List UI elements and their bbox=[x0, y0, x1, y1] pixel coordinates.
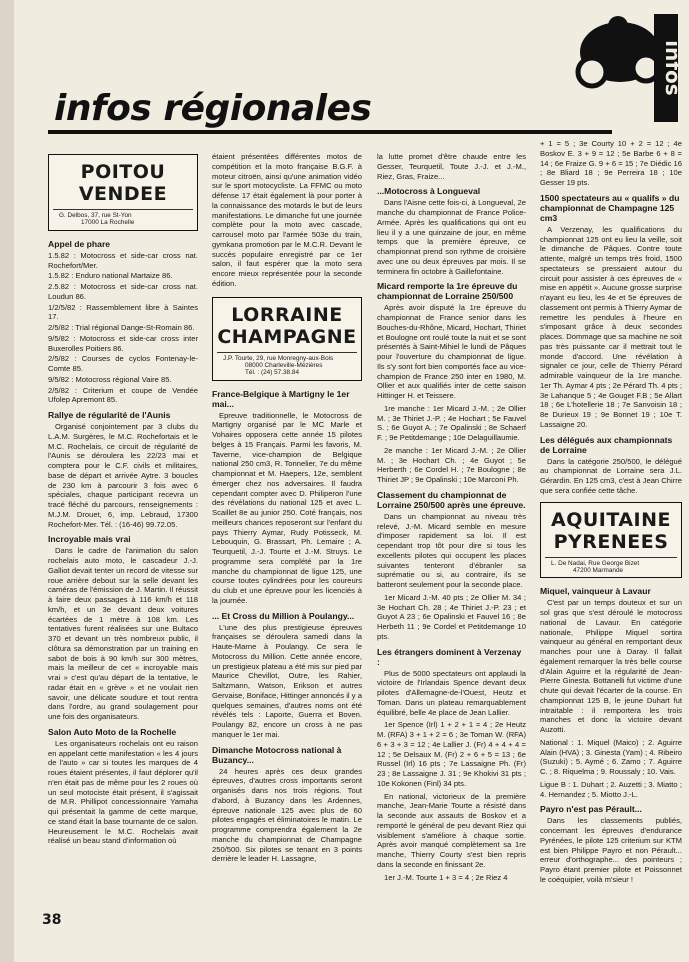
heading-delegues: Les délégués aux championnats de Lorraine bbox=[540, 434, 673, 455]
logo-text: infos bbox=[661, 40, 685, 96]
heading-rallye: Rallye de régularité de l'Aunis bbox=[48, 410, 171, 421]
paragraph: C'est par un temps douteux et sur un sol gras que s'est déroulé le motocross national de Lavaur. En catégorie nationale, Philippe Miquel sortira vainqueur au général en remportant deux manches pour une à Daray. Il fallait également remarquer la très belle course d'Alain Aguirre et la régularité de Jean-Pierre Ginesta. Bottanelli fut victime d'une chute qui devait l'écarter de la course. En championnat 125 B, le jeune Duhart fut intraitable : il remportera les trois manches et donc la victoire devant Auzotti. bbox=[540, 598, 682, 735]
page-number: 38 bbox=[42, 912, 62, 928]
results-paragraph: 2e manche : 1er Micard J.-M. ; 2e Ollier M. ; 3e Hochart Ch. ; 4e Guyot ; 5e Herberth ; 6e Cordel H. ; 7e Boulogne ; 8e Thiriet JP ; 9e Opalinski ; 10e Marconi Ph. bbox=[377, 445, 526, 484]
results-paragraph: 1er Micard J.-M. 40 pts ; 2e Ollier M. 34 ; 3e Hochart Ch. 28 ; 4e Thiriet J.-P. 23 ; et Guyot A 23 ; 6e Opalinski et Fauvel 16 ; 8e Herbeth 11 ; 9e Cordel et Petitdemange 10 pts. bbox=[377, 592, 526, 641]
paragraph: étaient présentées différentes motos de compétition et la moto française B.G.F. à moteur citroën, ainsi qu'une animation vidéo sur le sport motocycliste. La FFMC ou moto défense 17 était également là pour porter à la connaissance des motards le but de leurs manifestations. Le dimanche fut une journée complète pour la moto avec cascade, carrousel moto par l'armée 503e du train, gymkana promotion par le M.C.R. Devant le succès populaire enregistré par ce 1er salon, il faut espérer que la moto sera encore mieux représentée pour la seconde édition. bbox=[212, 152, 362, 288]
paragraph: Dans un championnat au niveau très relevé, J.-M. Micard semble en mesure d'imposer rapidement sa loi. Il est cependant trop tôt pour dire si tous les excellents pilotes qui occupent les places suivantes tenteront d'ébranler sa suprématie ou si, au contraire, ils se batteront seulement pour la seconde place. bbox=[377, 511, 526, 589]
page-binding-edge bbox=[0, 0, 14, 962]
event-dates-list bbox=[48, 251, 198, 405]
region-name: PYRENEES bbox=[553, 530, 669, 553]
heading-appel-de-phare: Appel de phare bbox=[48, 238, 111, 249]
event-date: 2/5/82 : Trial régional Dange-St-Romain 86. bbox=[48, 323, 195, 333]
address-line: 08000 Charleville-Mézières bbox=[245, 361, 323, 369]
address-line: J.P. Tourte, 29, rue Monregny-aux-Bois bbox=[223, 354, 334, 362]
heading-salon: Salon Auto Moto de la Rochelle bbox=[48, 726, 177, 737]
paragraph: la lutte promet d'être chaude entre les Gesser, Teurquetil, Toute J.-J. et J.-M., Riez, Gras, Fraize... bbox=[377, 152, 526, 181]
heading-classement: Classement du championnat de Lorraine 250/500 après une épreuve. bbox=[377, 489, 526, 510]
address-line: 17000 La Rochelle bbox=[81, 219, 135, 227]
address-line: 47200 Marmande bbox=[573, 566, 624, 574]
paragraph: 24 heures après ces deux grandes épreuves, d'autres cross importants seront organisés dans nos trois régions. Tout d'abord, à Buzancy dans les Ardennes, épreuve nationale 125 avec plus de 60 pilotes engagés et éliminatoires le matin. Le programme comprendra également la 2e manche du championnat de Champagne 250/500. Six pilotes se tenant en 3 points derrière le leader H. Lassagne, bbox=[212, 766, 362, 864]
paragraph: Organisé conjointement par 3 clubs du L.A.M. Surgères, le M.C. Rochefortais et le M.C. Rochelais, ce circuit de régularité de l'Aunis se déroulera les 22/23 mai et comptera pour le C.F. civils et militaires, base de départ et arrivée Aytre. 3 boucles de 230 km à parcourir 3 fois avec 6 spéciales, chaque participant recevra un tracé fléché du parcours, renseignements : M.J.M. Drouet, 6, imp. Lebraud, 17300 Rochefort-Mer. Tél. : (16-46) 99.72.05. bbox=[48, 422, 198, 529]
column-2 bbox=[212, 152, 362, 867]
address-line: Tél. : (24) 57.38.84 bbox=[245, 369, 299, 377]
address-line: L. De Nadai, Rue George Bizet bbox=[551, 559, 640, 567]
paragraph: Plus de 5000 spectateurs ont applaudi la victoire de l'Irlandais Spence devant deux pilotes d'Allemagne-de-l'Ouest, Heutz et Toman. Dans un plateau remarquablement équilibré, belle 4e place de Jean Lallier. bbox=[377, 668, 526, 717]
region-address bbox=[545, 557, 677, 575]
heading-1500-spectateurs: 1500 spectateurs au « qualifs » du championnat de Champagne 125 cm3 bbox=[540, 192, 680, 223]
heading-buzancy: Dimanche Motocross national à Buzancy... bbox=[212, 744, 342, 765]
infos-motorcycle-logo bbox=[562, 6, 685, 124]
column-4 bbox=[540, 139, 682, 888]
paragraph: A Verzenay, les qualifications du championnat 125 ont eu lieu la veille, soit le dimanche de Pâques. Contre toute attente, malgré un temps très froid, 1500 spectateurs se pressaient autour du circuit pour assister à ces épreuves de « mise en appétit ». Aucune grosse surprise n'ayant eu lieu, les 4e et 5e épreuves de classement ont permis à Thierry Aymar de remettre les pendules à l'heure en s'imposant grâce à deux secondes places. Dommage que sa machine ne soit pas très puissante car il mettrait tout le monde d'accord. Une révélation à signaler ce jour, celle de Thierry Pérard admirable vainqueur de la 1re manche. 1er Th. Aymar 4 pts ; 2e Pérard Th. 4 pts ; 3e Lahanque 5 ; 4e Gouget F.B ; 5e Allart 18 ; 6e L'hotellerie 18 ; 7e Sanvoisin 18 ; 8e Durieux 19 ; 9e Bonnet 19 ; 10e T. Lassaigne 20. bbox=[540, 224, 682, 429]
event-date: 1.5.82 : Motocross et side-car cross nat. Rochefort/Mer. bbox=[48, 250, 198, 270]
results-paragraph: National : 1. Miquel (Maico) ; 2. Aguirre Alain (HVA) ; 3. Ginesta (Yam) ; 4. Ribeiro (Suzuki) ; 5. Aymé ; 6. Zamo ; 7. Aguirre C. ; 8. Riquelma ; 9. Roussaly ; 10. Vais. bbox=[540, 737, 682, 777]
paragraph: Les organisateurs rochelais ont eu raison en appelant cette manifestation « les 4 jours de l'auto » car si toutes les marques de 4 roues étaient présentes, il faut déplorer qu'il n'en était pas de même pour les 2 roues où un seul motociste était présent, il s'agissait de M.R. Phillipot concessionnaire Yamaha qui présentait la gamme de cette marque, ce stand était la base tournante de ce salon. Heureusement le M.C. Rochelais avait réalisé un beau stand d'information où bbox=[48, 738, 198, 846]
heading-verzenay: Les étrangers dominent à Verzenay : bbox=[377, 646, 522, 667]
event-date: 9/5/82 : Motocross régional Vaire 85. bbox=[48, 374, 172, 384]
event-date: 2.5.82 : Motocross et side-car cross nat. Loudun 86. bbox=[48, 282, 198, 301]
results-paragraph: 1er J.-M. Tourte 1 + 3 = 4 ; 2e Riez 4 bbox=[384, 872, 508, 882]
event-date: 1.5.82 : Enduro national Martaize 86. bbox=[48, 271, 173, 281]
results-paragraph: 1er Spence (Irl) 1 + 2 + 1 = 4 ; 2e Heutz M. (RFA) 3 + 1 + 2 = 6 ; 3e Toman W. (RFA) 6 + 3 + 3 = 12 ; 4e Lallier J. (Fr) 4 + 4 + 4 = 12 ; 5e Delsaux M. (Fr) 2 + 6 + 5 = 13 ; 6e Russel (Irl) 16 pts ; 7e Lassaigne Ph. (Fr) 23 ; 8e Lassaigne J. 31 ; 9e Khokivi 31 pts ; 10e Kokonen (Finl) 34 pts. bbox=[377, 720, 526, 788]
heading-payro: Payro n'est pas Pérault... bbox=[540, 804, 642, 815]
heading-cross-million: ... Et Cross du Million à Poulangy... bbox=[212, 610, 355, 621]
region-box-lorraine bbox=[212, 297, 362, 381]
region-name: VENDEE bbox=[78, 183, 168, 205]
results-paragraph: + 1 = 5 ; 3e Courty 10 + 2 = 12 ; 4e Boskov E. 3 + 9 = 12 ; 5e Barbe 6 + 8 = 14 ; 6e Fraize G. 9 + 6 = 15 ; 7e Diédic 16 ; 8e Bliard 18 ; 9e Perreira 18 ; 10e Gesser 19 pts. bbox=[540, 139, 682, 187]
heading-longueval: ...Motocross à Longueval bbox=[377, 186, 481, 197]
region-name: LORRAINE bbox=[231, 303, 343, 326]
title-rule bbox=[48, 130, 612, 134]
column-3 bbox=[377, 152, 526, 885]
paragraph: Dans les classements publiés, concernant les épreuves d'endurance Pyrénées, le pilote 125 criterium sur KTM est bien Philippe Payro et non Pérault... erreur d'orthographe... des pointeurs ; Payro étant premier pilote et Poissonnet le coéquipier, voilà m'sieur ! bbox=[540, 816, 682, 884]
heading-micard: Micard remporte la 1re épreuve du championnat de Lorraine 250/500 bbox=[377, 281, 518, 302]
column-1 bbox=[48, 152, 198, 849]
region-name: AQUITAINE bbox=[551, 508, 671, 531]
region-name: POITOU bbox=[80, 161, 166, 183]
region-name: CHAMPAGNE bbox=[217, 325, 357, 348]
paragraph: L'une des plus prestigieuse épreuves françaises se déroulera samedi dans la Haute-Marne à Poulangy. Ce sera le Motocross du Million. Cette année encore, un prestigieux plateau a été mis sur pied par Maurice Chevillot, Outre, les Rahier, Saltzmann, Watson, Erikson et autres Gervaise, Boniface, Hittinger annoncés il y a quelques semaines, d'autres noms ont été révélés tels : Laporte, Guerra et Boven. Poulangy 82, encore un cross à ne pas manquer le 1er mai. bbox=[212, 622, 362, 739]
region-address bbox=[53, 209, 193, 227]
paragraph: Dans le cadre de l'animation du salon rochelais auto moto, le cascadeur J.-J. Galliot devait tenter un record de vitesse sur roue arrière debout sur la selle devant les caméras de l'émission de J. Martin. Il réussit à faire deux passages à 116 km/h et 118 km/h, et un 3e devant deux voitures écartées de 1 mètre à 108 km. Les tentatives furent réalisées sur une Bultaco 370 et devant un très nombreux public, il clôtura sa démonstration par un training en sabot de bois à 90 km/h sur 300 mètres, mais la meilleur de cet « incroyable mais vrai » c'est qu'au départ de la tentative, le radar était en « grève » et ne voulait rien savoir, une délicate soudure et tout rentra dans l'ordre, au grand soulagement pour une fois des organisateurs. bbox=[48, 546, 198, 722]
heading-france-belgique: France-Belgique à Martigny le 1er mai... bbox=[212, 388, 350, 409]
paragraph: Dans la catégorie 250/500, le délégué au championnat de Lorraine sera J.L. Gérardin. En 125 cm3, c'est à Jean Chirre que sera confiée cette tâche. bbox=[540, 456, 682, 495]
region-box-aquitaine bbox=[540, 502, 682, 579]
region-address bbox=[217, 352, 357, 377]
event-date: 2/5/82 : Criterium et coupe de Vendée Ufolep Apremont 85. bbox=[48, 385, 198, 405]
heading-miquel: Miquel, vainqueur à Lavaur bbox=[540, 586, 651, 597]
region-box-poitou bbox=[48, 154, 198, 231]
address-line: G. Delbos, 37, rue St-Yon bbox=[59, 212, 132, 219]
paragraph: Dans l'Aisne cette fois-ci, à Longueval, 2e manche du championnat de France Police-Armée. Après les qualifications qui ont eu lieu il y a une quinzaine de jour, en même temps que la première épreuve, ce championnat prend son rythme de croisière avec une ou deux épreuves par mois. Il se terminera fin octobre à Gaillefontaine. bbox=[377, 198, 526, 276]
paragraph: Epreuve traditionnelle, le Motocross de Martigny organisé par le MC Marle et Vohaires opposera cette année 15 pilotes belges à 15 Français. Parmi les favoris, M. Taverne, vice-champion de Belgique national 250 cm3, R. Tonnelier, 7e du même championnat et M. Haepers, 12e, semblent émerger chez nos adversaires. Il faudra cependant compter avec D. Philiperon l'une des révélations du national 125 et avec L. Scaillet 8e au junior 250. Coté français, nos meilleurs chances reposeront sur l'enfant du pays Thierry Aymar, Rudy Potisseck, M. Lebouquin, G. Brassart, Ph. Lemaire ; A. Teurquetil, J.-J. Tourte et J.-M. Struys. Le programme sera complété par la 1re manche du championnat de ligue 125, une course toutes cylindrées pour les coureurs du club et une épreuve pour les licenciés à la journée. bbox=[212, 410, 362, 605]
paragraph: En national, victorieux de la première manche, Jean-Marie Tourte a résisté dans la seconde aux assauts de Boskov et a remporté le général de peu devant Riez qui visiblement s'améliore à chaque sortie. Après avoir manqué complètement sa 1re manche, Thierry Courty s'est bien repris dans la seconde en finissant 2e. bbox=[377, 791, 526, 869]
heading-incroyable: Incroyable mais vrai bbox=[48, 534, 131, 545]
event-date: 9/5/82 : Motocross et side-car cross inter Buxerolles Poitiers 86. bbox=[48, 333, 198, 353]
event-date: 1/2/5/82 : Rassemblement libre à Saintes 17. bbox=[48, 302, 198, 322]
results-paragraph: 1re manche : 1er Micard J.-M. ; 2e Ollier M. ; 3e Thiriet J.-P. ; 4e Hochart ; 5e Fauvel S. ; 6e Guyot A. ; 7e Opalinski ; 8e Schaerf F. ; 9e Petitdemange ; 10e Delaguillaumie. bbox=[377, 403, 526, 442]
section-title: infos régionales bbox=[54, 88, 372, 129]
event-date: 2/5/82 : Courses de cyclos Fontenay-le-Comte 85. bbox=[48, 354, 198, 374]
results-paragraph: Ligue B : 1. Duhart ; 2. Auzetti ; 3. Miatto ; 4. Hernandez ; 5. Miotto J.-L. bbox=[540, 779, 682, 799]
paragraph: Après avoir disputé la 1re épreuve du championnat de France senior dans les Bouches-du-Rhône, Micard, Hochart, Thiriet et Boulogne ont roulé toute la nuit et se sont présentés à Saint-Mihiel le lundi de Pâques pour l'ouverture du championnat de ligue. Ils s'y sont fort bien comportés face au vice-champion de France 250 inter en 1980, M. Ollier et aux qualifiés inter de cette saison Hittinger H. et Teissere. bbox=[377, 303, 526, 400]
